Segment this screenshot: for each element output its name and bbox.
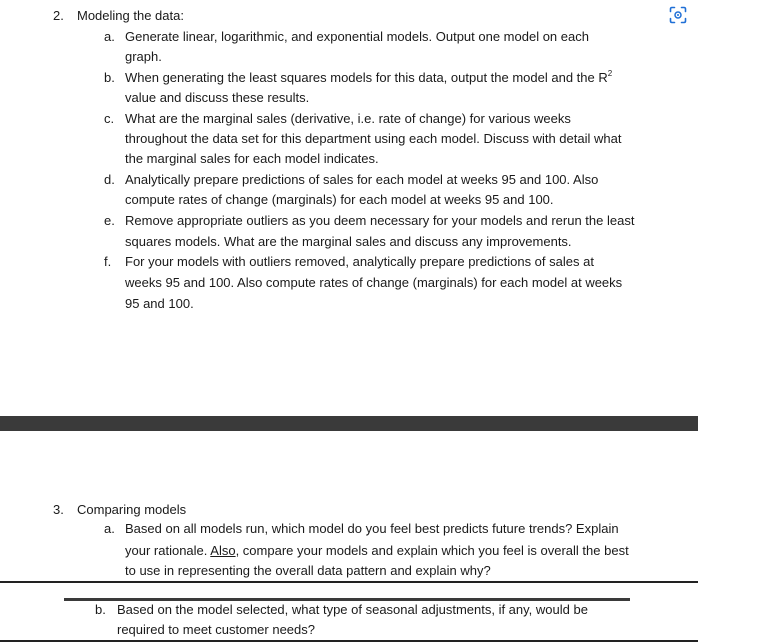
underlined-word: Also (210, 543, 236, 558)
item-line: weeks 95 and 100. Also compute rates of change (marginals) for each model at weeks (125, 275, 623, 290)
item-line: Based on all models run, which model do you feel best predicts future trends? Explain (125, 521, 619, 536)
item-line-text: your rationale. (125, 543, 211, 558)
item-marker: a. (104, 521, 115, 536)
item-line: the marginal sales for each model indicates. (125, 151, 379, 166)
item-line (125, 542, 629, 559)
item-marker: b. (104, 70, 115, 85)
item-line: What are the marginal sales (derivative, i.e. rate of change) for various weeks (125, 111, 571, 126)
item-line: Remove appropriate outliers as you deem necessary for your models and rerun the least (125, 213, 635, 228)
section-3-number: 3. (53, 502, 64, 517)
item-line (125, 69, 612, 86)
item-marker: a. (104, 29, 115, 44)
superscript: 2 (607, 69, 613, 78)
item-marker: e. (104, 213, 115, 228)
item-line: Based on the model selected, what type of seasonal adjustments, if any, would be (117, 602, 588, 617)
item-line: For your models with outliers removed, analytically prepare predictions of sales at (125, 254, 594, 269)
divider-line (0, 640, 698, 642)
item-line-text: , compare your models and explain which you feel is overall the best (235, 543, 629, 558)
item-line: squares models. What are the marginal sales and discuss any improvements. (125, 234, 572, 249)
item-line: required to meet customer needs? (117, 622, 315, 637)
section-3-title: Comparing models (77, 502, 187, 517)
item-line-text: When generating the least squares models for this data, output the model and the R (125, 70, 608, 85)
page-break-band (0, 416, 698, 431)
item-line: Generate linear, logarithmic, and exponential models. Output one model on each (125, 29, 589, 44)
divider-line (0, 581, 698, 583)
item-line: to use in representing the overall data pattern and explain why? (125, 563, 491, 578)
item-marker: c. (104, 111, 115, 126)
item-line: graph. (125, 49, 162, 64)
item-line: Analytically prepare predictions of sales for each model at weeks 95 and 100. Also (125, 172, 599, 187)
item-marker: b. (95, 602, 106, 617)
item-line: value and discuss these results. (125, 90, 310, 105)
item-marker: d. (104, 172, 115, 187)
item-line: compute rates of change (marginals) for each model at weeks 95 and 100. (125, 192, 554, 207)
item-line: throughout the data set for this department using each model. Discuss with detail what (125, 131, 622, 146)
section-2-title: Modeling the data: (77, 8, 184, 23)
section-2-number: 2. (53, 8, 64, 23)
item-line: 95 and 100. (125, 296, 194, 311)
item-marker: f. (104, 254, 112, 269)
scan-icon[interactable] (669, 6, 687, 24)
